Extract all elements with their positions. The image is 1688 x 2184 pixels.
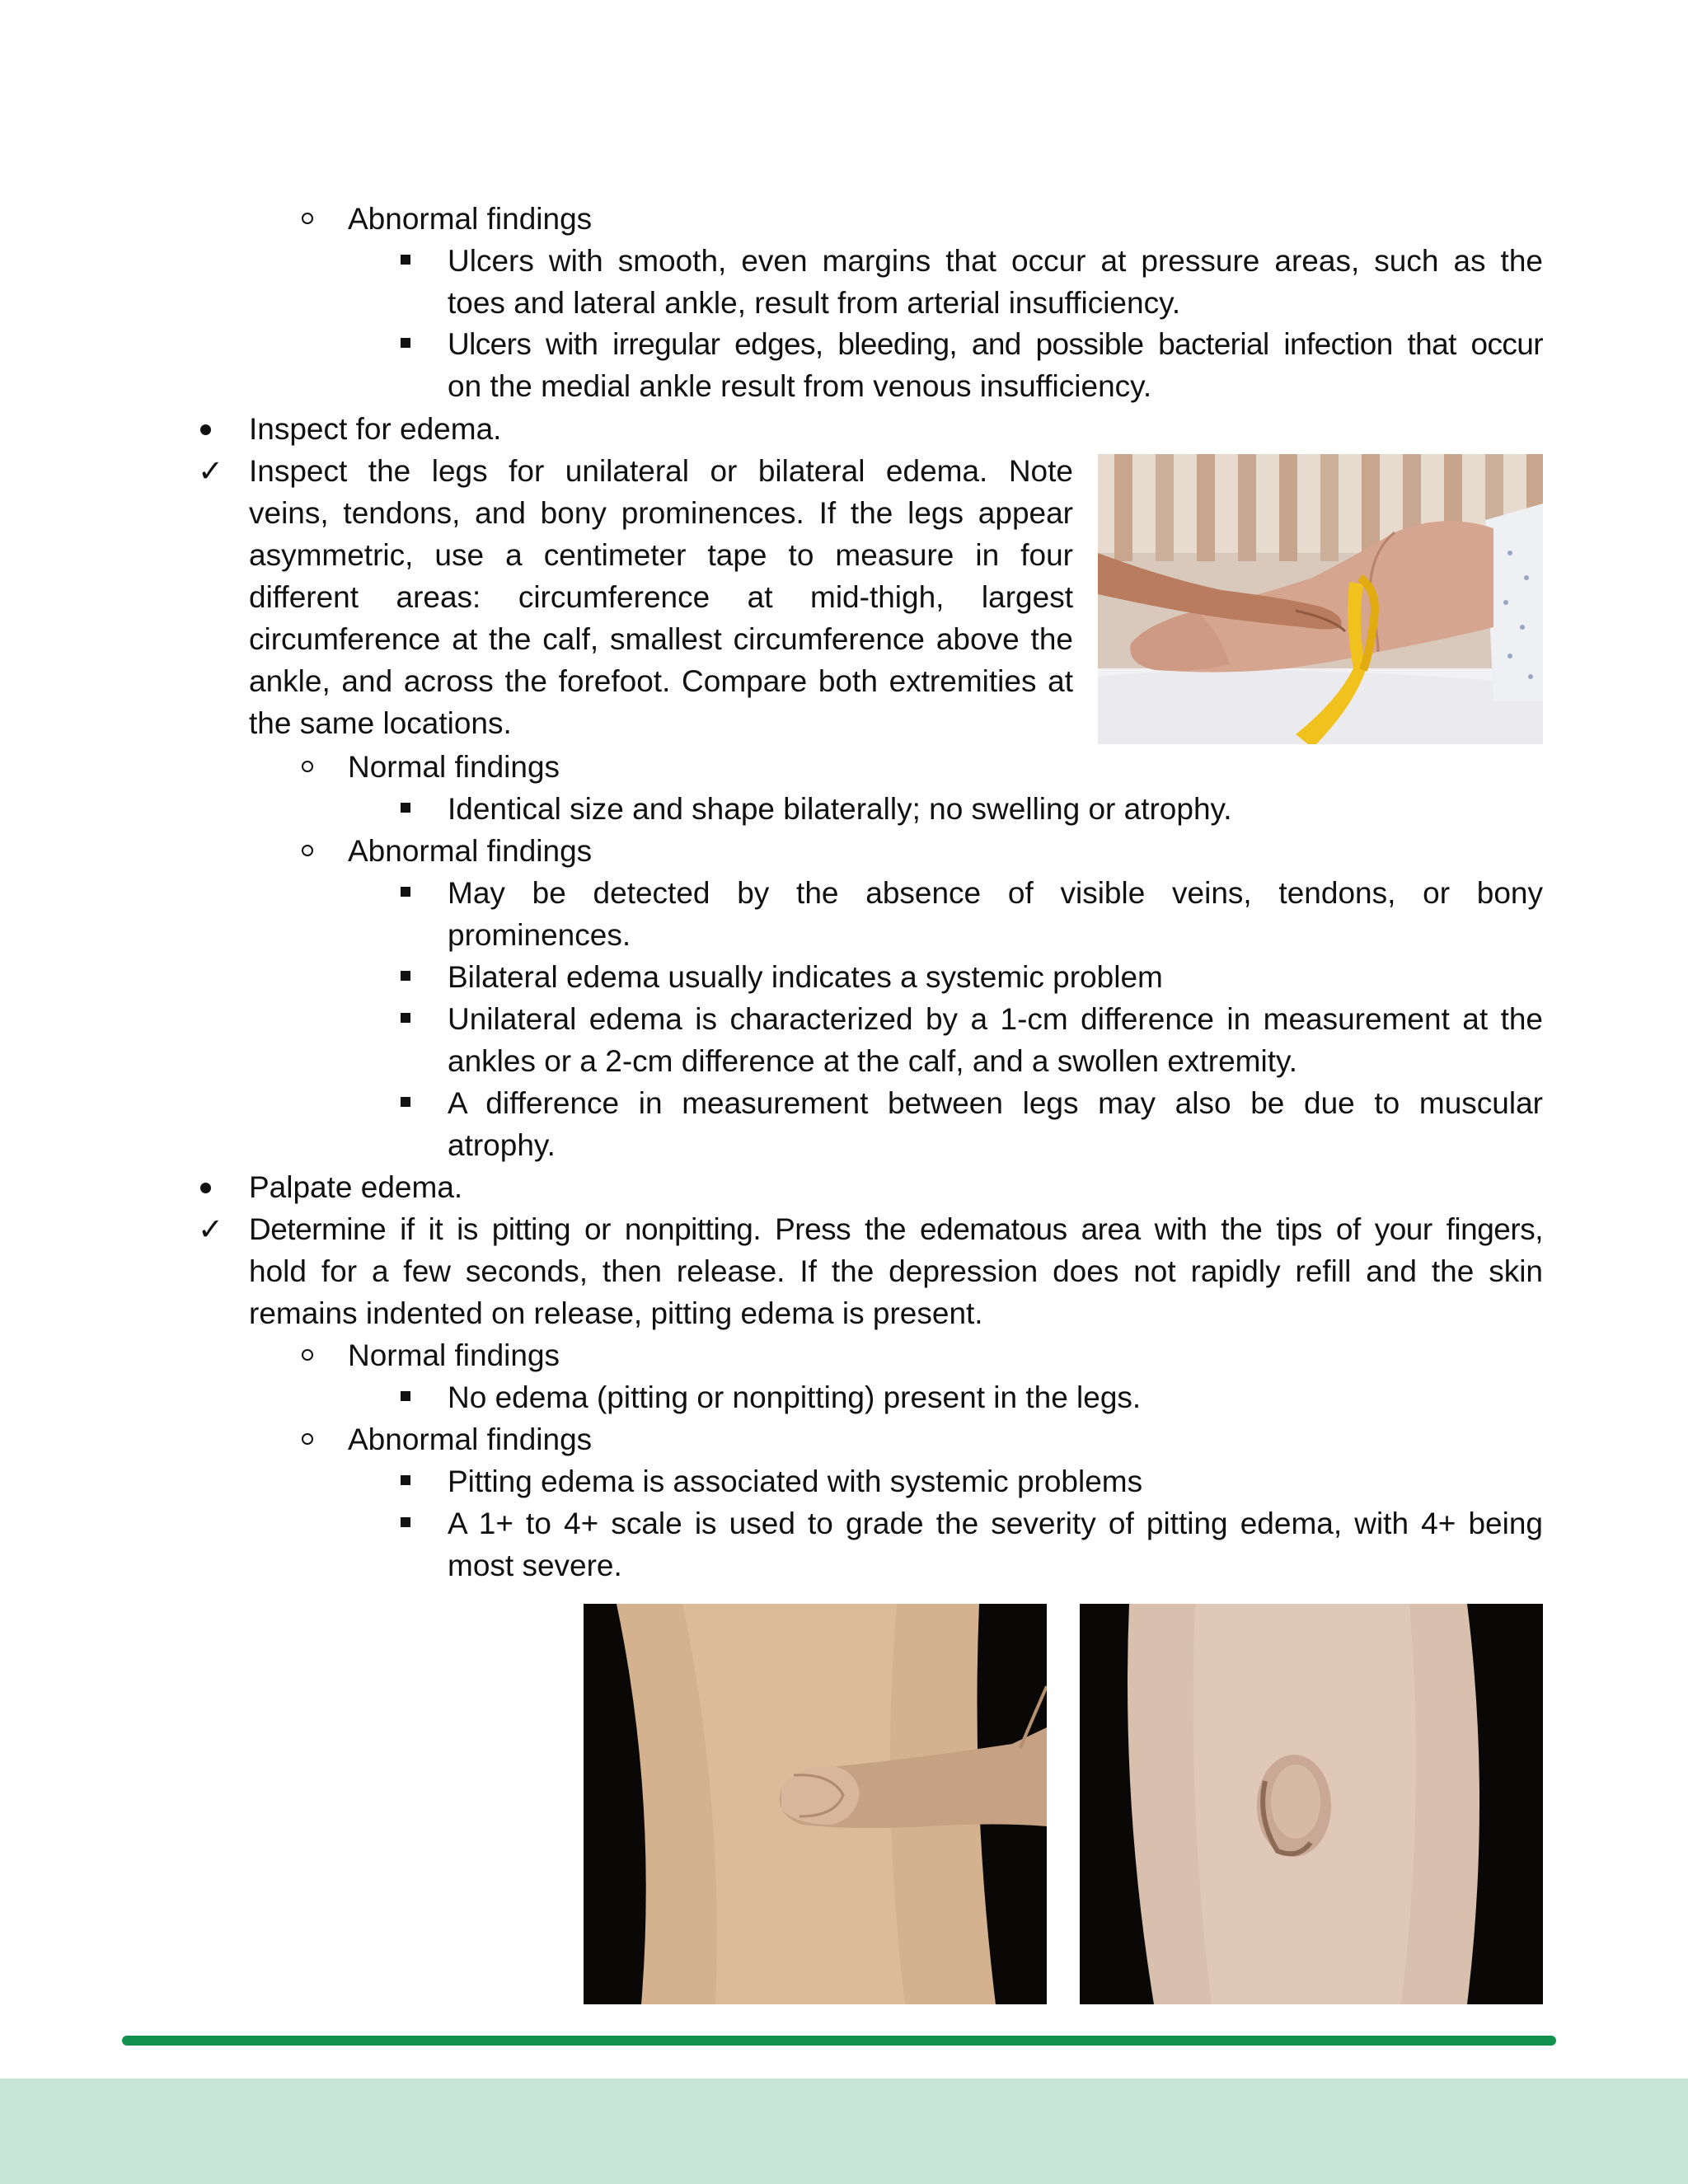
step-heading: Palpate edema. [249,1170,463,1204]
circle-bullet [302,761,313,772]
list-item: Ulcers with irregular edges, bleeding, and possible bacterial infection that occur [448,327,1543,361]
subheading: Abnormal findings [348,1422,593,1456]
pitting-edema-press-photo [584,1604,1047,2004]
paragraph-line: ankle, and across the forefoot. Compare both extremities at [249,664,1073,698]
subheading: Normal findings [348,1338,560,1372]
list-item: Bilateral edema usually indicates a systemic problem [448,960,1163,994]
square-bullet [401,338,410,348]
list-item: prominences. [448,918,631,952]
square-bullet [401,255,410,265]
list-item: May be detected by the absence of visible veins, tendons, or bony [448,876,1543,910]
square-bullet [401,1097,410,1107]
list-item: atrophy. [448,1128,556,1162]
list-item: Ulcers with smooth, even margins that occur at pressure areas, such as the [448,244,1543,278]
subheading: Abnormal findings [348,202,593,236]
paragraph-line: asymmetric, use a centimeter tape to measure in four [249,538,1073,572]
list-item: A 1+ to 4+ scale is used to grade the severity of pitting edema, with 4+ being [448,1507,1543,1540]
step-heading: Inspect for edema. [249,412,502,446]
subheading: Normal findings [348,750,560,784]
paragraph-line: circumference at the calf, smallest circumference above the [249,622,1073,656]
pitting-edema-indent-photo [1080,1604,1543,2004]
list-item: Unilateral edema is characterized by a 1-cm difference in measurement at the [448,1002,1543,1036]
paragraph-line: Inspect the legs for unilateral or bilateral edema. Note [249,454,1073,488]
circle-bullet [302,1349,313,1361]
list-item: A difference in measurement between legs may also be due to muscular [448,1086,1543,1120]
circle-bullet [302,213,313,224]
circle-bullet [302,845,313,856]
list-item: on the medial ankle result from venous insufficiency. [448,369,1152,403]
subheading: Abnormal findings [348,834,593,868]
paragraph-line: hold for a few seconds, then release. If the depression does not rapidly refill and the skin [249,1254,1543,1288]
list-item: most severe. [448,1549,622,1582]
list-item: toes and lateral ankle, result from arterial insufficiency. [448,286,1181,320]
leg-measurement-photo [1098,454,1543,744]
paragraph-line: veins, tendons, and bony prominences. If the legs appear [249,496,1073,530]
list-item: Pitting edema is associated with systemic problems [448,1465,1143,1498]
paragraph-line: Determine if it is pitting or nonpitting. Press the edematous area with the tips of your fingers, [249,1212,1543,1246]
paragraph-line: remains indented on release, pitting edema is present. [249,1296,983,1330]
square-bullet [401,1013,410,1023]
square-bullet [401,971,410,981]
square-bullet [401,1517,410,1527]
square-bullet [401,1391,410,1401]
green-rule [122,2036,1556,2046]
circle-bullet [302,1433,313,1445]
check-icon: ✓ [198,1212,224,1246]
list-item: ankles or a 2-cm difference at the calf, and a swollen extremity. [448,1044,1298,1078]
paragraph-line: different areas: circumference at mid-thigh, largest [249,580,1073,614]
list-item: No edema (pitting or nonpitting) present in the legs. [448,1380,1142,1414]
paragraph-line: the same locations. [249,706,512,740]
round-bullet [200,424,211,435]
footer-band [0,2079,1688,2184]
square-bullet [401,887,410,897]
square-bullet [401,1475,410,1485]
round-bullet [200,1183,211,1193]
list-item: Identical size and shape bilaterally; no swelling or atrophy. [448,792,1232,826]
square-bullet [401,803,410,813]
check-icon: ✓ [198,454,224,488]
